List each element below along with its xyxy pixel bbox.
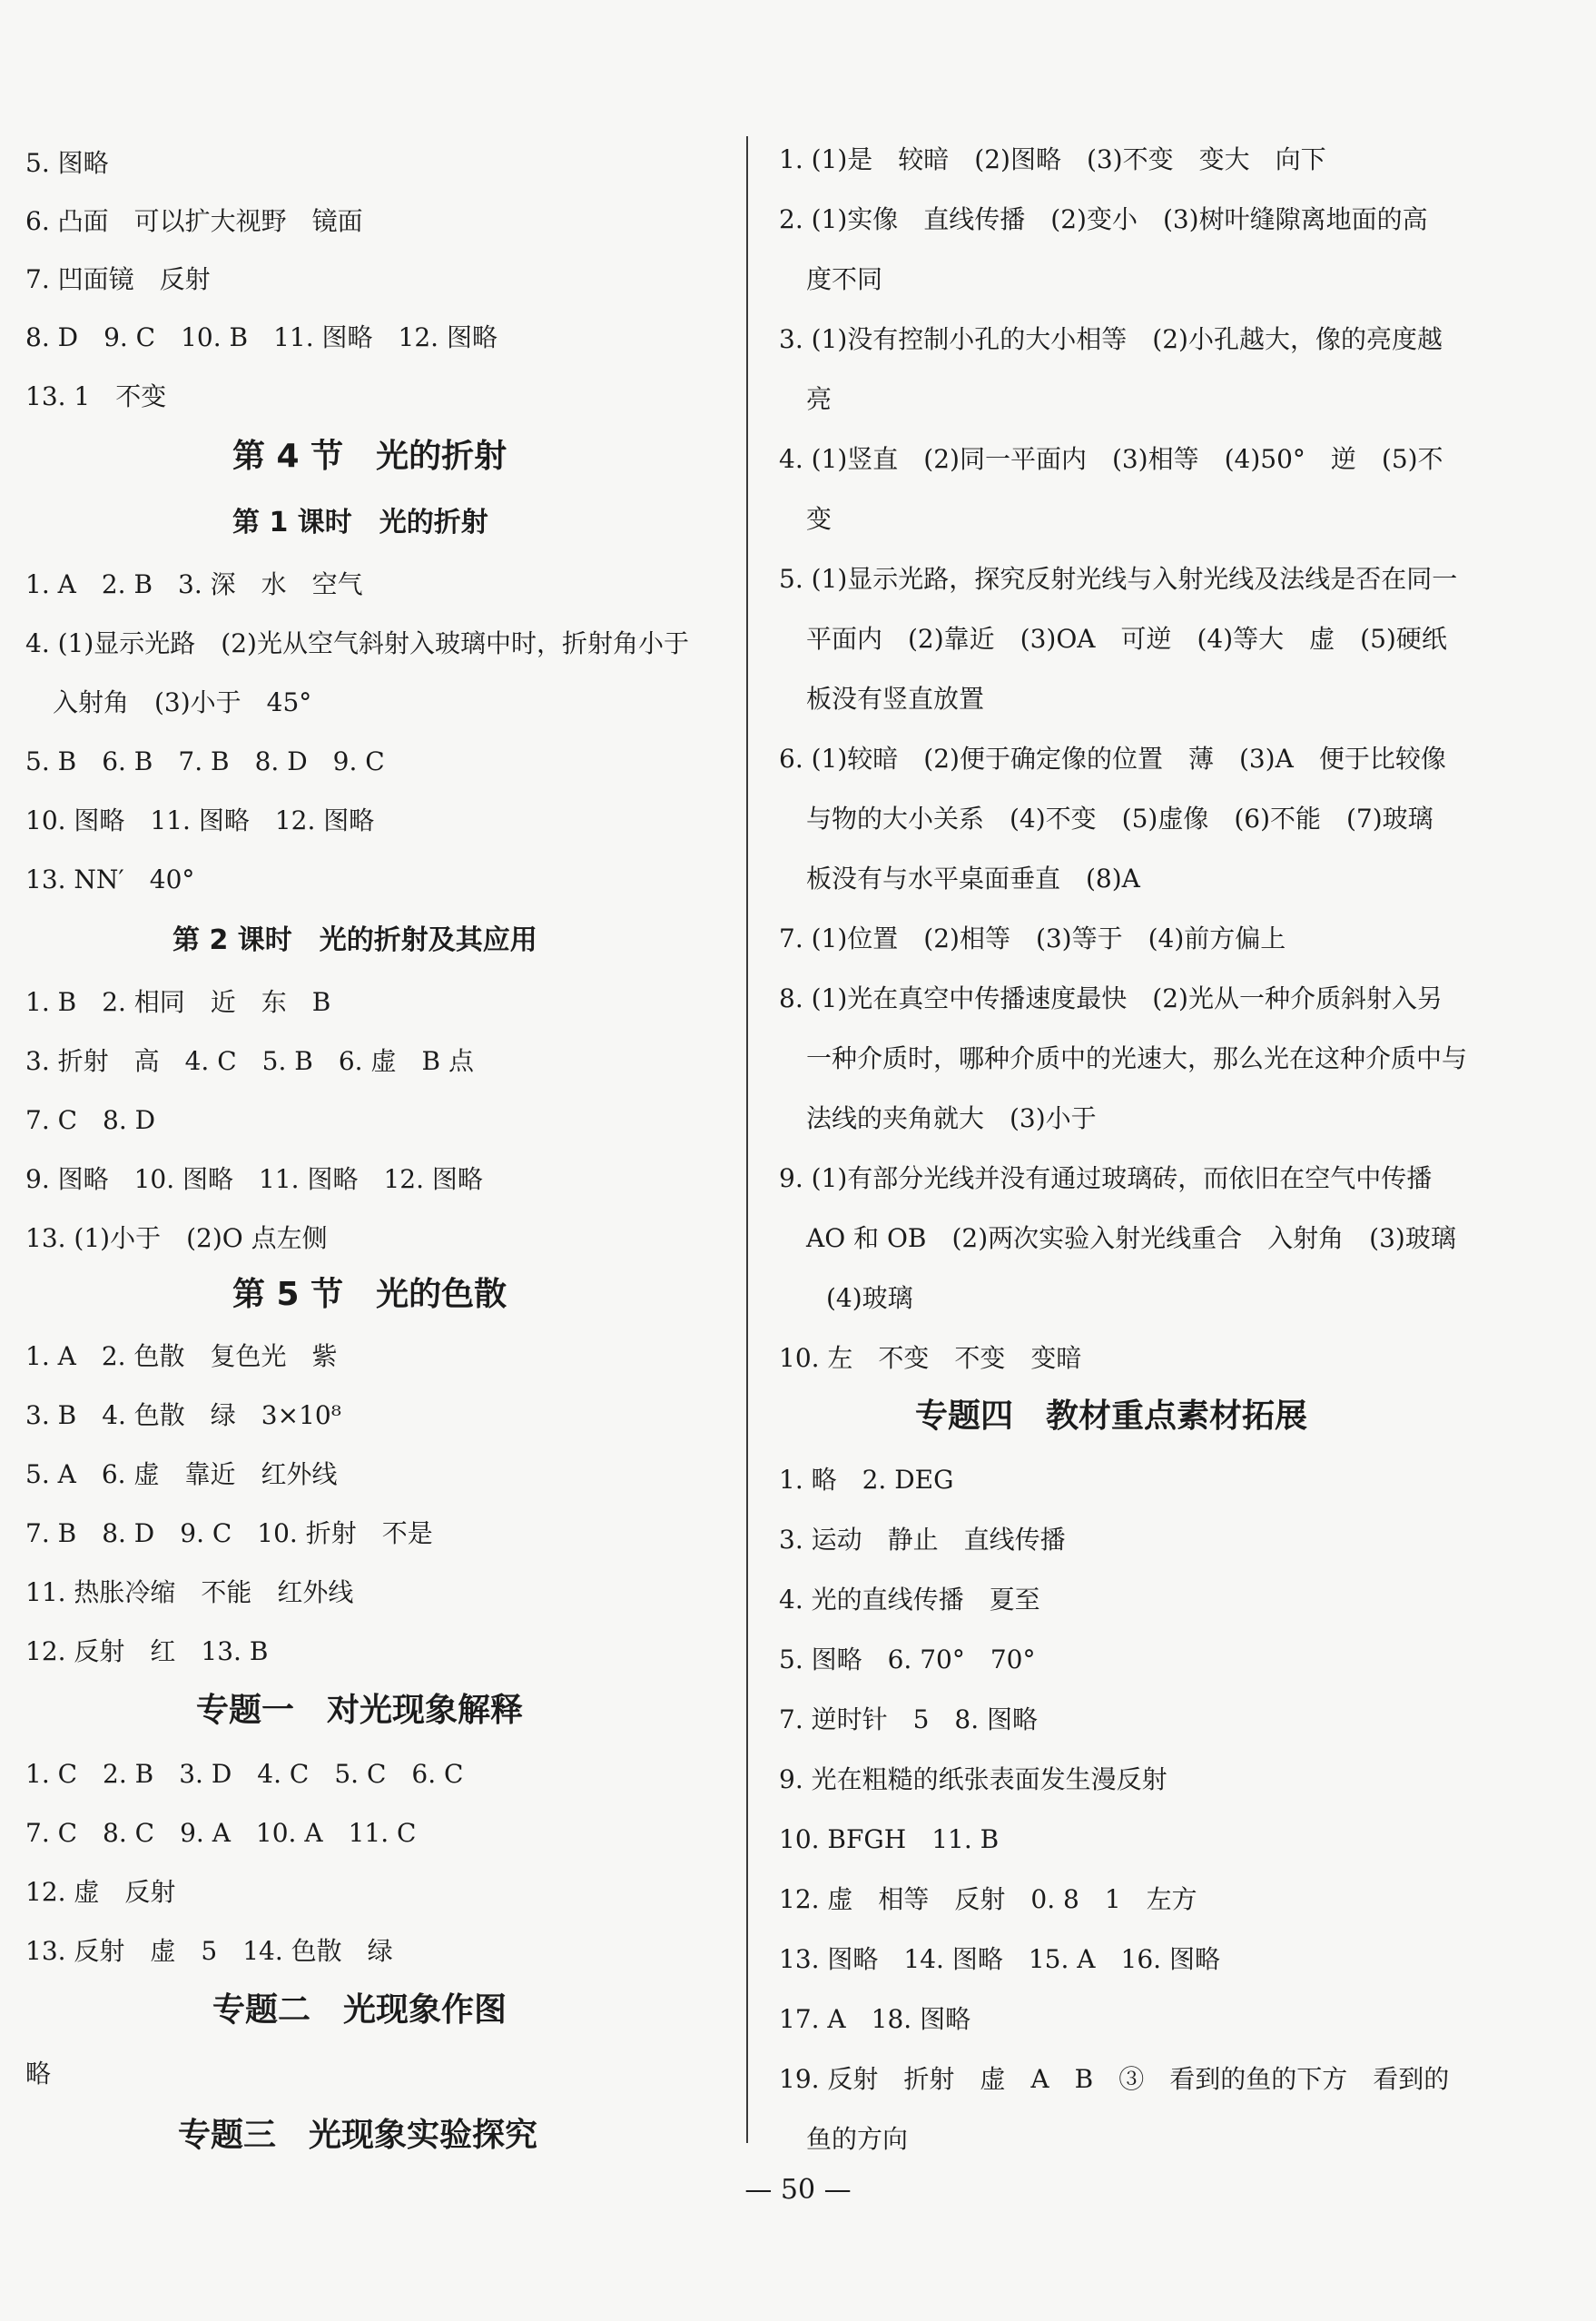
lesson-heading: 第 2 课时 光的折射及其应用 <box>172 924 537 956</box>
answer-line: 7. B 8. D 9. C 10. 折射 不是 <box>25 1518 433 1548</box>
answer-line: 9. (1)有部分光线并没有通过玻璃砖，而依旧在空气中传播 <box>779 1163 1433 1193</box>
answer-line: 7. 逆时针 5 8. 图略 <box>779 1704 1039 1734</box>
answer-line: 1. (1)是 较暗 (2)图略 (3)不变 变大 向下 <box>779 144 1326 174</box>
answer-line: 3. (1)没有控制小孔的大小相等 (2)小孔越大，像的亮度越 <box>779 324 1443 354</box>
answer-line: 11. 热胀冷缩 不能 红外线 <box>25 1577 354 1607</box>
answer-line: 5. 图略 <box>25 148 109 178</box>
answer-line: 1. A 2. B 3. 深 水 空气 <box>25 569 363 599</box>
answer-line: 法线的夹角就大 (3)小于 <box>806 1103 1097 1133</box>
answer-line: 度不同 <box>806 264 883 294</box>
answer-line: 1. A 2. 色散 复色光 紫 <box>25 1341 338 1371</box>
answer-line: 4. 光的直线传播 夏至 <box>779 1585 1040 1615</box>
answer-line: 平面内 (2)靠近 (3)OA 可逆 (4)等大 虚 (5)硬纸 <box>806 624 1447 654</box>
section-heading: 第 5 节 光的色散 <box>232 1276 507 1313</box>
answer-line: 亮 <box>806 384 832 414</box>
answer-line: 板没有与水平桌面垂直 (8)A <box>806 864 1140 894</box>
topic-heading: 专题三 光现象实验探究 <box>178 2117 538 2154</box>
answer-line: 5. B 6. B 7. B 8. D 9. C <box>25 746 385 776</box>
answer-line: 1. B 2. 相同 近 东 B <box>25 987 331 1017</box>
answer-line: 一种介质时，哪种介质中的光速大，那么光在这种介质中与 <box>806 1043 1468 1073</box>
topic-heading: 专题二 光现象作图 <box>212 1991 507 2029</box>
answer-line: 3. B 4. 色散 绿 3×10⁸ <box>25 1400 341 1430</box>
answer-line: 5. A 6. 虚 靠近 红外线 <box>25 1459 338 1489</box>
column-divider <box>746 136 748 2143</box>
answer-line: 10. 图略 11. 图略 12. 图略 <box>25 805 375 835</box>
answer-line: 13. 图略 14. 图略 15. A 16. 图略 <box>779 1944 1220 1974</box>
section-heading: 第 4 节 光的折射 <box>232 438 507 475</box>
answer-line: (4)玻璃 <box>826 1283 913 1313</box>
answer-line: 19. 反射 折射 虚 A B ③ 看到的鱼的下方 看到的 <box>779 2064 1450 2094</box>
answer-line: 5. (1)显示光路，探究反射光线与入射光线及法线是否在同一 <box>779 564 1458 594</box>
topic-heading: 专题一 对光现象解释 <box>196 1692 524 1729</box>
page-number: — 50 — <box>744 2174 852 2206</box>
answer-line: 4. (1)显示光路 (2)光从空气斜射入玻璃中时，折射角小于 <box>25 628 689 658</box>
answer-line: 7. 凹面镜 反射 <box>25 264 211 294</box>
answer-line: 6. 凸面 可以扩大视野 镜面 <box>25 206 363 236</box>
answer-line: 变 <box>806 504 832 534</box>
answer-line: 2. (1)实像 直线传播 (2)变小 (3)树叶缝隙离地面的高 <box>779 204 1428 234</box>
answer-line: 7. C 8. D <box>25 1105 156 1135</box>
answer-line: 13. 反射 虚 5 14. 色散 绿 <box>25 1936 393 1966</box>
answer-line: 3. 折射 高 4. C 5. B 6. 虚 B 点 <box>25 1046 474 1076</box>
answer-line: 10. BFGH 11. B <box>779 1824 1000 1854</box>
answer-line: 10. 左 不变 不变 变暗 <box>779 1343 1082 1373</box>
answer-line: 5. 图略 6. 70° 70° <box>779 1644 1036 1674</box>
answer-line: 9. 图略 10. 图略 11. 图略 12. 图略 <box>25 1164 483 1194</box>
answer-line: 13. NN′ 40° <box>25 864 195 894</box>
answer-line: 1. 略 2. DEG <box>779 1465 954 1495</box>
answer-line: 12. 虚 相等 反射 0. 8 1 左方 <box>779 1884 1197 1914</box>
answer-line: 13. 1 不变 <box>25 381 167 411</box>
answer-line: 4. (1)竖直 (2)同一平面内 (3)相等 (4)50° 逆 (5)不 <box>779 444 1443 474</box>
answer-line: 鱼的方向 <box>806 2124 909 2154</box>
answer-line: 9. 光在粗糙的纸张表面发生漫反射 <box>779 1764 1167 1794</box>
answer-line: 17. A 18. 图略 <box>779 2004 971 2034</box>
answer-line: 12. 反射 红 13. B <box>25 1636 269 1666</box>
answer-line: 6. (1)较暗 (2)便于确定像的位置 薄 (3)A 便于比较像 <box>779 744 1446 774</box>
answer-line: 3. 运动 静止 直线传播 <box>779 1525 1066 1555</box>
answer-line: 7. C 8. C 9. A 10. A 11. C <box>25 1818 417 1848</box>
answer-line: 8. (1)光在真空中传播速度最快 (2)光从一种介质斜射入另 <box>779 983 1443 1013</box>
topic-heading: 专题四 教材重点素材拓展 <box>915 1398 1308 1435</box>
answer-line: AO 和 OB (2)两次实验入射光线重合 入射角 (3)玻璃 <box>806 1223 1456 1253</box>
answer-line: 与物的大小关系 (4)不变 (5)虚像 (6)不能 (7)玻璃 <box>806 804 1433 834</box>
answer-line: 板没有竖直放置 <box>806 684 985 714</box>
lesson-heading: 第 1 课时 光的折射 <box>232 507 488 538</box>
answer-line: 7. (1)位置 (2)相等 (3)等于 (4)前方偏上 <box>779 923 1286 953</box>
answer-line: 略 <box>25 2059 52 2089</box>
answer-line: 入射角 (3)小于 45° <box>53 687 312 717</box>
answer-line: 12. 虚 反射 <box>25 1877 176 1907</box>
answer-line: 8. D 9. C 10. B 11. 图略 12. 图略 <box>25 322 498 352</box>
answer-line: 13. (1)小于 (2)O 点左侧 <box>25 1223 328 1253</box>
answer-line: 1. C 2. B 3. D 4. C 5. C 6. C <box>25 1759 464 1789</box>
